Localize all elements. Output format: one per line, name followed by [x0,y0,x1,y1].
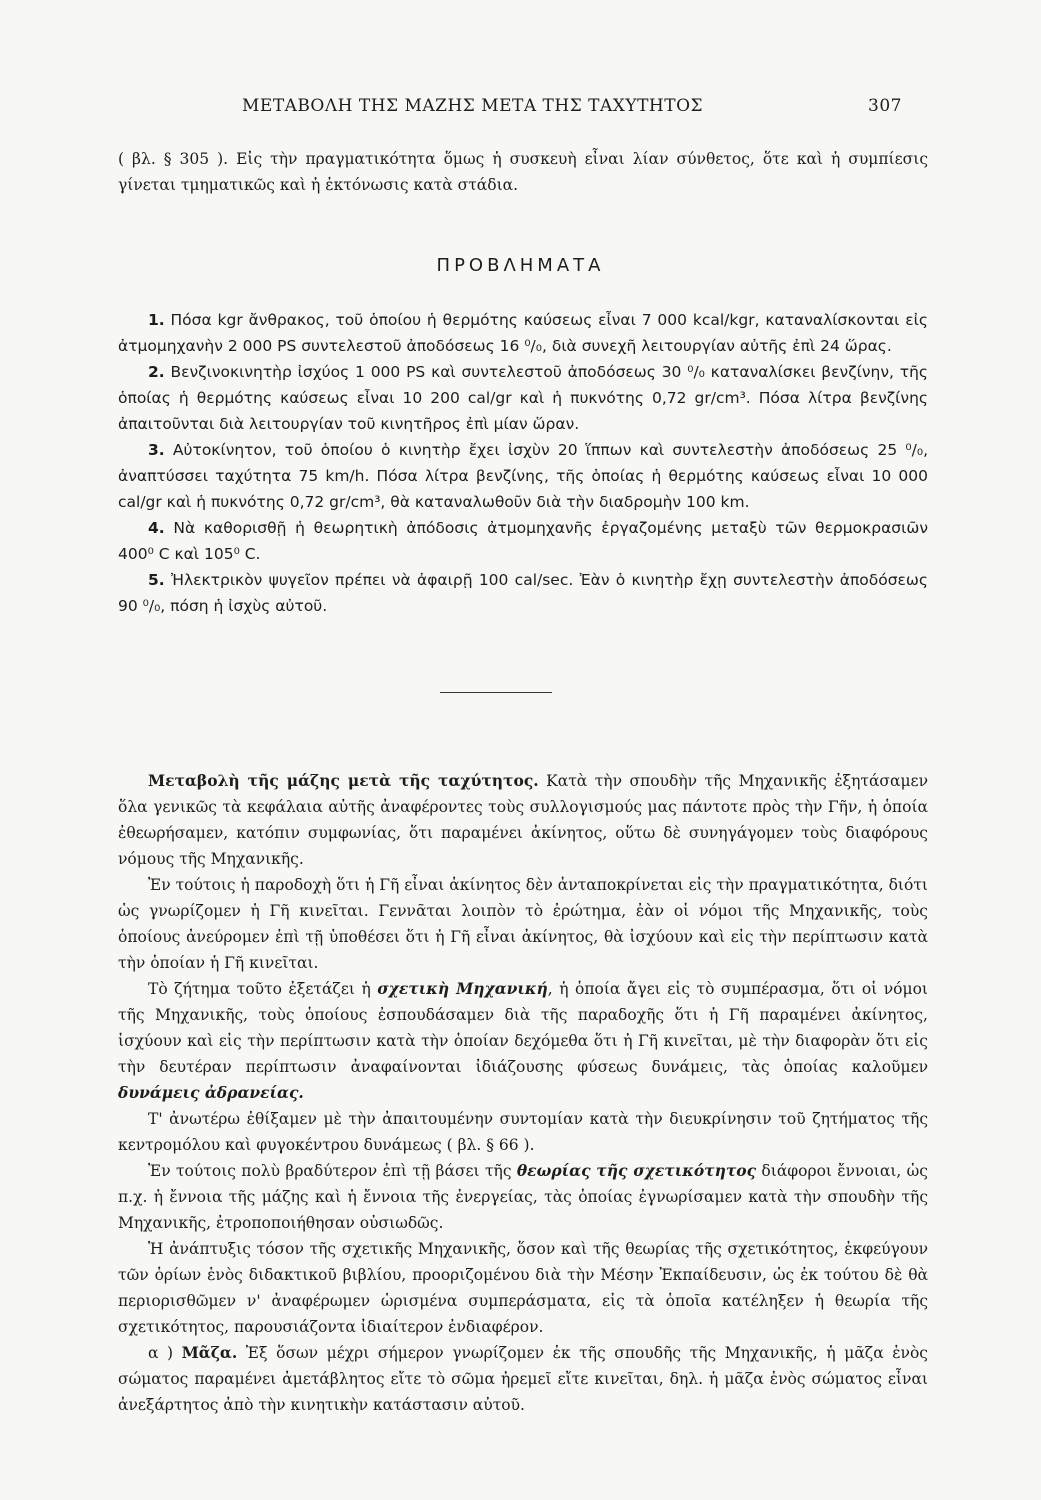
section-paragraph-2: Ἐν τούτοις ἡ παροδοχὴ ὅτι ἡ Γῆ εἶναι ἀκίνητος δὲν ἀνταποκρίνεται εἰς τὴν πραγματικότητα, διότι ὡς γνωρίζομεν ἡ Γῆ κινεῖται. Γεννᾶται λοιπὸν τὸ ἐρώτημα, ἐὰν οἱ νόμοι τῆς Μηχανικῆς, τοὺς ὁποίους ἀνεύρομεν ἐπὶ τῇ ὑποθέσει ὅτι ἡ Γῆ εἶναι ἀκίνητος, θὰ ἰσχύουν καὶ εἰς τὴν περίπτωσιν κατὰ τὴν ὁποίαν ἡ Γῆ κινεῖται. [118,876,928,972]
problem-number: 1. [148,311,165,329]
section-body [118,768,928,1418]
paragraph-text: Τὸ ζήτημα τοῦτο ἐξετάζει ἡ [148,980,371,998]
item-label: α ) [148,1344,174,1362]
section-paragraph-4: Τ' ἀνωτέρω ἐθίξαμεν μὲ τὴν ἀπαιτουμένην συντομίαν κατὰ τὴν διευκρίνησιν τοῦ ζητήματος τῆς κεντρομόλου καὶ φυγοκέντρου δυνάμεως ( βλ. § 66 ). [118,1110,928,1154]
section-paragraph-6: Ἡ ἀνάπτυξις τόσον τῆς σχετικῆς Μηχανικῆς, ὅσον καὶ τῆς θεωρίας τῆς σχετικότητος, ἐκφεύγουν τῶν ὁρίων ἑνὸς διδακτικοῦ βιβλίου, προοριζομένου διὰ τὴν Μέσην Ἐκπαίδευσιν, ὡς ἐκ τούτου δὲ θὰ περιορισθῶμεν ν' ἀναφέρωμεν ὡρισμένα συμπεράσματα, εἰς τὰ ὁποῖα κατέληξεν ἡ θεωρία τῆς σχετικότητος, παρουσιάζοντα ἰδιαίτερον ἐνδιαφέρον. [118,1240,928,1336]
paragraph-text: Ἐν τούτοις πολὺ βραδύτερον ἐπὶ τῇ βάσει τῆς [148,1162,512,1180]
header-title: ΜΕΤΑΒΟΛΗ ΤΗΣ ΜΑΖΗΣ ΜΕΤΑ ΤΗΣ ΤΑΧΥΤΗΤΟΣ [242,96,704,116]
term-mass: Μᾶζα. [181,1343,238,1362]
intro-block [118,146,928,198]
problem-text: Νὰ καθορισθῇ ἡ θεωρητικὴ ἀπόδοσις ἀτμομηχανῆς ἐργαζομένης μεταξὺ τῶν θερμοκρασιῶν 400⁰ C καὶ 105⁰ C. [118,519,928,563]
problem-text: Βενζινοκινητὴρ ἰσχύος 1 000 PS καὶ συντελεστοῦ ἀποδόσεως 30 ⁰/₀ καταναλίσκει βενζίνην, τῆς ὁποίας ἡ θερμότης καύσεως εἶναι 10 200 cal/gr καὶ ἡ πυκνότης 0,72 gr/cm³. Πόσα λίτρα βενζίνης ἀπαιτοῦνται διὰ λειτουργίαν τοῦ κινητῆρος ἐπὶ μίαν ὥραν. [118,363,928,433]
problem-text: Πόσα kgr ἄνθρακος, τοῦ ὁποίου ἡ θερμότης καύσεως εἶναι 7 000 kcal/kgr, καταναλίσκονται εἰς ἀτμομηχανὴν 2 000 PS συντελεστοῦ ἀποδόσεως 16 ⁰/₀, διὰ συνεχῆ λειτουργίαν αὐτῆς ἐπὶ 24 ὥρας. [118,311,928,355]
term-relativity-theory: θεωρίας τῆς σχετικότητος [516,1161,757,1180]
paragraph-text: Ἐξ ὅσων μέχρι σήμερον γνωρίζομεν ἐκ τῆς σπουδῆς τῆς Μηχανικῆς, ἡ μᾶζα ἑνὸς σώματος παραμένει ἀμετάβλητος εἴτε τὸ σῶμα ἠρεμεῖ εἴτε κινεῖται, δηλ. ἡ μᾶζα ἑνὸς σώματος εἶναι ἀνεξάρτητος ἀπὸ τὴν κινητικὴν κατάστασιν αὐτοῦ. [118,1344,928,1414]
problem-number: 2. [148,363,165,381]
section-divider [440,692,552,693]
term-inertial-forces: δυνάμεις ἀδρανείας. [118,1083,304,1102]
section-paragraph-5 [118,1158,928,1236]
page-number: 307 [868,96,902,116]
problem-3 [118,437,928,515]
section-heading: Μεταβολὴ τῆς μάζης μετὰ τῆς ταχύτητος. [148,771,539,790]
problem-text: Αὐτοκίνητον, τοῦ ὁποίου ὁ κινητὴρ ἔχει ἰσχὺν 20 ἵππων καὶ συντελεστὴν ἀποδόσεως 25 ⁰/₀, ἀναπτύσσει ταχύτητα 75 km/h. Πόσα λίτρα βενζίνης, τῆς ὁποίας ἡ θερμότης καύσεως εἶναι 10 000 cal/gr καὶ ἡ πυκνότης 0,72 gr/cm³, θὰ καταναλωθοῦν διὰ τὴν διαδρομὴν 100 km. [118,441,928,511]
paragraph-text: Κατὰ τὴν σπουδὴν τῆς Μηχανικῆς ἐξητάσαμεν ὅλα γενικῶς τὰ κεφάλαια αὐτῆς ἀναφέροντες τοὺς συλλογισμούς μας πάντοτε πρὸς τὴν Γῆν, ἡ ὁποία ἐθεωρήσαμεν, κατόπιν συμφωνίας, ὅτι παραμένει ἀκίνητος, οὕτω δὲ συνηγάγομεν τοὺς διαφόρους νόμους τῆς Μηχανικῆς. [118,772,928,868]
section-paragraph-7 [118,1340,928,1418]
term-relative-mechanics: σχετικὴ Μηχανική [377,979,548,998]
paragraph-text: διάφοροι ἔννοιαι, ὡς π.χ. ἡ ἔννοια τῆς μάζης καὶ ἡ ἔννοια τῆς ἐνεργείας, τὰς ὁποίας ἐγνωρίσαμεν κατὰ τὴν σπουδὴν τῆς Μηχανικῆς, ἐτροποποιήθησαν οὐσιωδῶς. [118,1162,928,1232]
problem-2 [118,359,928,437]
problem-text: Ἠλεκτρικὸν ψυγεῖον πρέπει νὰ ἀφαιρῇ 100 cal/sec. Ἐὰν ὁ κινητὴρ ἔχῃ συντελεστὴν ἀποδόσεως 90 ⁰/₀, πόση ἡ ἰσχὺς αὐτοῦ. [118,571,928,615]
intro-paragraph: ( βλ. § 305 ). Εἰς τὴν πραγματικότητα ὅμως ἡ συσκευὴ εἶναι λίαν σύνθετος, ὅτε καὶ ἡ συμπίεσις γίνεται τμηματικῶς καὶ ἡ ἐκτόνωσις κατὰ στάδια. [118,150,928,194]
problems-heading: ΠΡΟΒΛΗΜΑΤΑ [436,255,605,276]
problem-1 [118,307,928,359]
section-paragraph-1 [118,768,928,872]
problem-number: 5. [148,571,165,589]
problem-number: 3. [148,441,165,459]
problem-5 [118,567,928,619]
problem-number: 4. [148,519,165,537]
problems-list [118,307,928,619]
problem-4 [118,515,928,567]
section-paragraph-3 [118,976,928,1106]
paragraph-text: , ἡ ὁποία ἄγει εἰς τὸ συμπέρασμα, ὅτι οἱ νόμοι τῆς Μηχανικῆς, τοὺς ὁποίους ἐσπουδάσαμεν διὰ τῆς παραδοχῆς ὅτι ἡ Γῆ παραμένει ἀκίνητος, ἰσχύουν καὶ εἰς τὴν περίπτωσιν κατὰ τὴν ὁποίαν δεχόμεθα ὅτι ἡ Γῆ κινεῖται, μὲ τὴν διαφορὰν ὅτι εἰς τὴν δευτέραν περίπτωσιν ἀναφαίνονται ἰδιάζουσης φύσεως δυνάμεις, τὰς ὁποίας καλοῦμεν [118,980,928,1076]
